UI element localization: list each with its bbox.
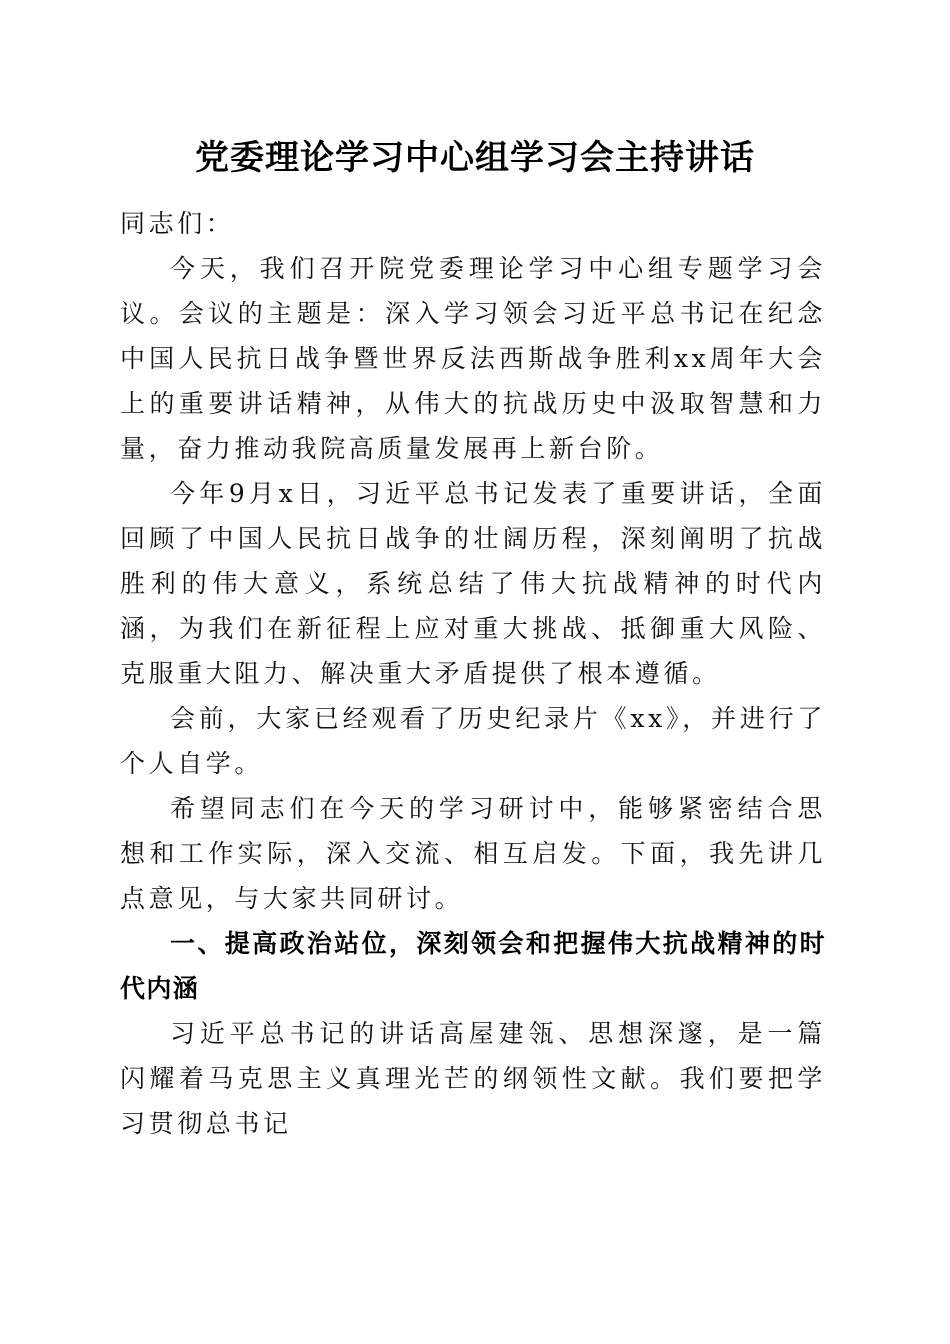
- section-heading-1: 一、提高政治站位，深刻领会和把握伟大抗战精神的时代内涵: [120, 929, 826, 1003]
- document-body: [120, 201, 826, 1146]
- section-1-paragraph: 习近平总书记的讲话高屋建瓴、思想深邃，是一篇闪耀着马克思主义真理光芒的纲领性文献。我们要把学习贯彻总书记: [120, 1019, 826, 1138]
- paragraph-expectation: 希望同志们在今天的学习研讨中，能够紧密结合思想和工作实际，深入交流、相互启发。下面，我先讲几点意见，与大家共同研讨。: [120, 794, 826, 913]
- paragraph-pre-meeting: 会前，大家已经观看了历史纪录片《xx》，并进行了个人自学。: [120, 704, 826, 778]
- document-title: 党委理论学习中心组学习会主持讲话: [195, 138, 755, 178]
- salutation: 同志们：: [120, 209, 235, 238]
- paragraph-meeting-intro: 今天，我们召开院党委理论学习中心组专题学习会议。会议的主题是：深入学习领会习近平总书记在纪念中国人民抗日战争暨世界反法西斯战争胜利xx周年大会上的重要讲话精神，从伟大的抗战历史中汲取智慧和力量，奋力推动我院高质量发展再上新台阶。: [120, 254, 826, 463]
- paragraph-speech-summary: 今年9月x日，习近平总书记发表了重要讲话，全面回顾了中国人民抗日战争的壮阔历程，深刻阐明了抗战胜利的伟大意义，系统总结了伟大抗战精神的时代内涵，为我们在新征程上应对重大挑战、抵御重大风险、克服重大阻力、解决重大矛盾提供了根本遵循。: [120, 479, 826, 688]
